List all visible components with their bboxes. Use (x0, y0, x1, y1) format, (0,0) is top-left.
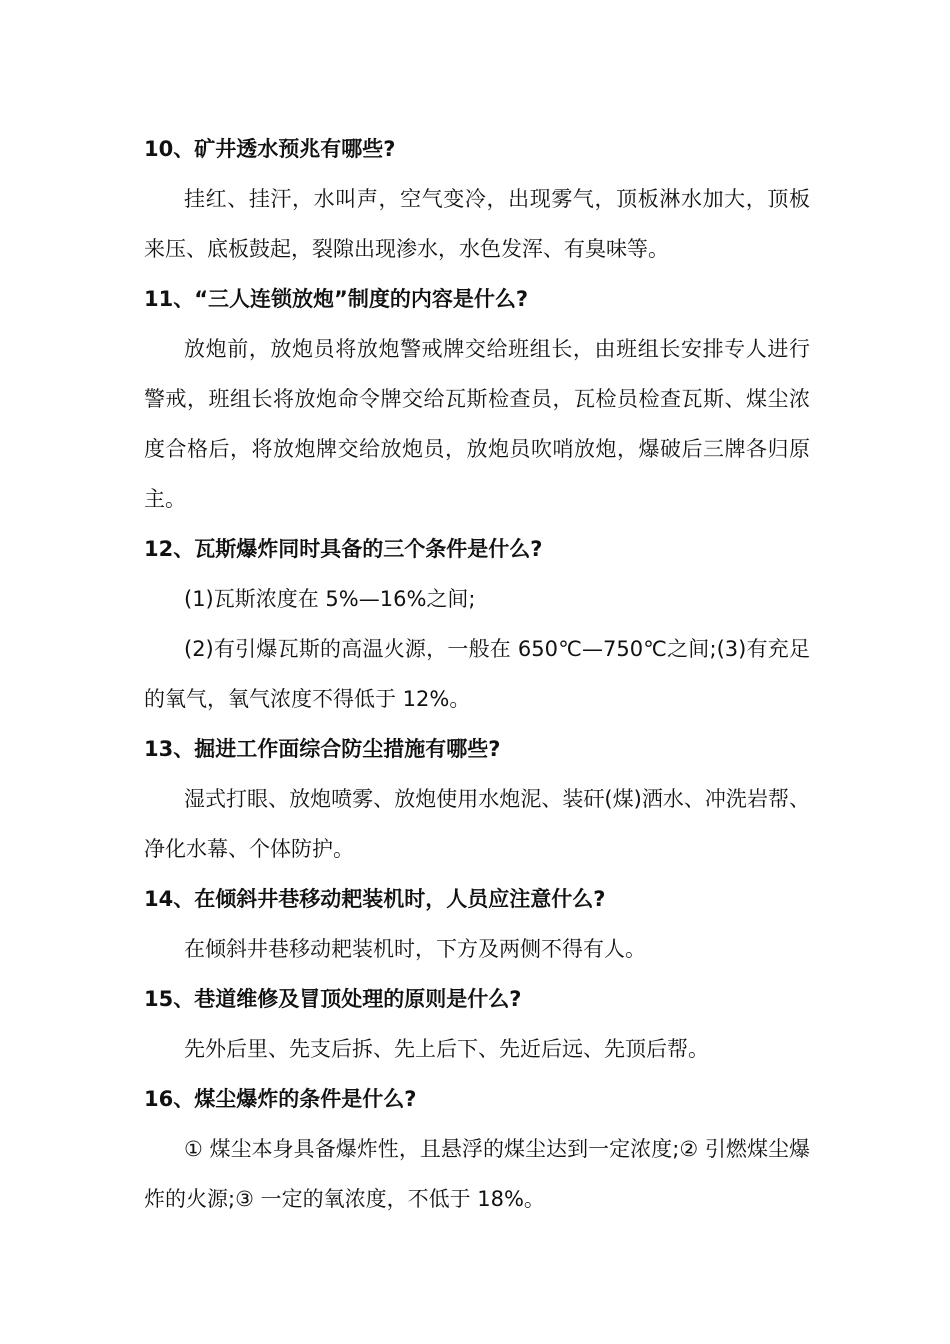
answer-paragraph: 挂红、挂汗，水叫声，空气变冷，出现雾气，顶板淋水加大，顶板来压、底板鼓起，裂隙出现渗水，水色发浑、有臭味等。 (144, 187, 810, 261)
answer-paragraph: 先外后里、先支后拆、先上后下、先近后远、先顶后帮。 (184, 1037, 709, 1061)
question-heading: 14、在倾斜井巷移动耙装机时，人员应注意什么? (144, 887, 606, 911)
question-heading: 15、巷道维修及冒顶处理的原则是什么? (144, 987, 522, 1011)
question-heading: 16、煤尘爆炸的条件是什么? (144, 1087, 417, 1111)
answer-paragraph: 放炮前，放炮员将放炮警戒牌交给班组长，由班组长安排专人进行警戒，班组长将放炮命令牌交给瓦斯检查员，瓦检员检查瓦斯、煤尘浓度合格后，将放炮牌交给放炮员，放炮员吹哨放炮，爆破后三牌各归原主。 (144, 337, 810, 511)
question-heading: 11、“三人连锁放炮”制度的内容是什么? (144, 287, 529, 311)
answer-paragraph: (2)有引爆瓦斯的高温火源，一般在 650℃—750℃之间;(3)有充足的氧气，氧气浓度不得低于 12%。 (144, 637, 810, 711)
answer-paragraph: ① 煤尘本身具备爆炸性，且悬浮的煤尘达到一定浓度;② 引燃煤尘爆炸的火源;③ 一定的氧浓度，不低于 18%。 (144, 1137, 810, 1211)
answer-paragraph: (1)瓦斯浓度在 5%—16%之间; (184, 587, 476, 611)
question-heading: 12、瓦斯爆炸同时具备的三个条件是什么? (144, 537, 543, 561)
answer-paragraph: 在倾斜井巷移动耙装机时，下方及两侧不得有人。 (184, 937, 646, 961)
answer-paragraph: 湿式打眼、放炮喷雾、放炮使用水炮泥、装矸(煤)洒水、冲洗岩帮、净化水幕、个体防护。 (144, 787, 810, 861)
question-heading: 10、矿井透水预兆有哪些? (144, 137, 396, 161)
question-heading: 13、掘进工作面综合防尘措施有哪些? (144, 737, 501, 761)
qa-content (144, 124, 810, 1224)
